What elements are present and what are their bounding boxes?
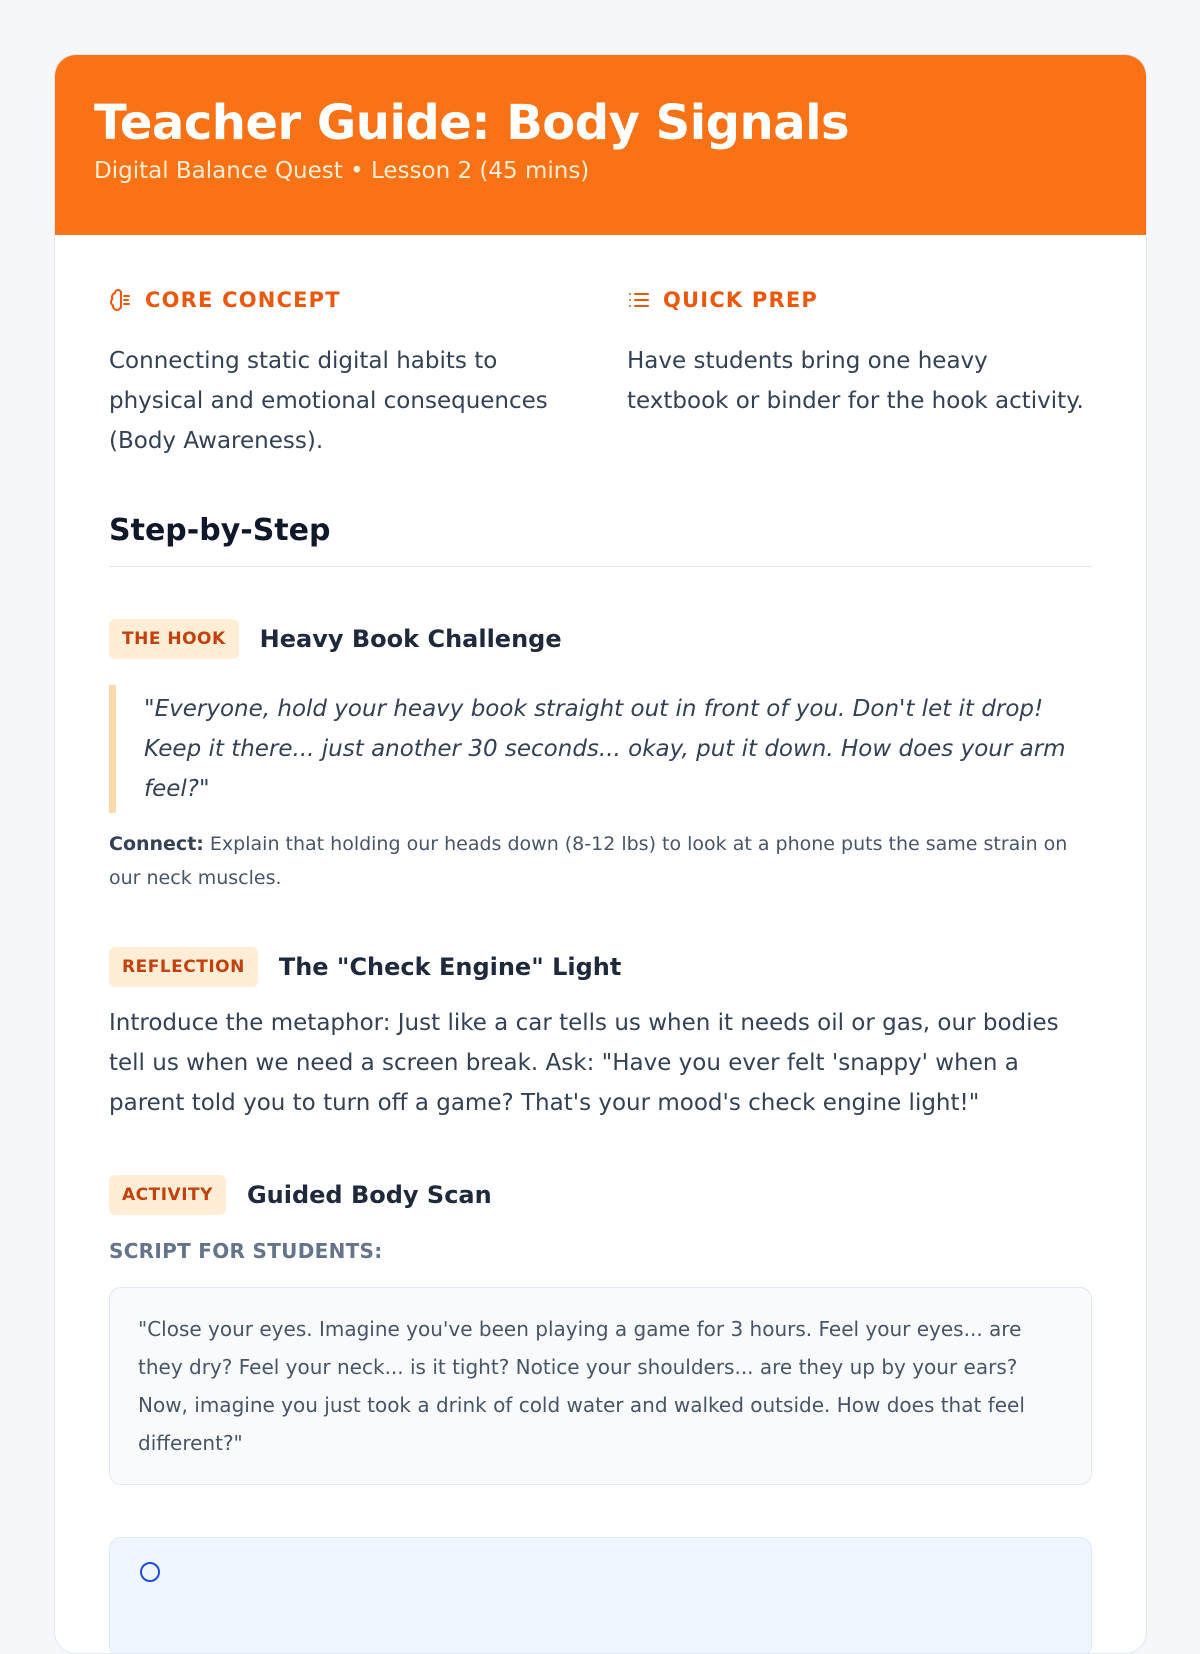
core-concept-label: CORE CONCEPT — [145, 288, 341, 312]
guide-header — [55, 55, 1146, 235]
step-badge: THE HOOK — [109, 619, 239, 659]
step-activity — [109, 1175, 1092, 1485]
script-label: SCRIPT FOR STUDENTS: — [109, 1239, 383, 1263]
guide-body — [55, 235, 1146, 1654]
quick-prep-section — [627, 285, 1089, 461]
step-title: Heavy Book Challenge — [259, 625, 562, 653]
teacher-guide-card — [54, 54, 1147, 1654]
step-reflection-header — [109, 947, 1092, 987]
step-badge: REFLECTION — [109, 947, 258, 987]
info-callout-box — [109, 1537, 1092, 1654]
step-title: Guided Body Scan — [246, 1181, 492, 1209]
quick-prep-heading — [627, 285, 1089, 315]
step-activity-header — [109, 1175, 1092, 1215]
step-hook-header — [109, 619, 1092, 659]
brain-icon — [109, 288, 133, 312]
step-title: The "Check Engine" Light — [278, 953, 622, 981]
script-box: "Close your eyes. Imagine you've been playing a game for 3 hours. Feel your eyes... are they dry? Feel your neck... is it tight? Notice your shoulders... are they up by your ears? Now, imagine you just took a drink of cold water and walked outside. How does that feel different?" — [109, 1287, 1092, 1485]
quick-prep-label: QUICK PREP — [663, 288, 819, 312]
steps-heading: Step-by-Step — [109, 513, 1092, 567]
step-hook — [109, 619, 1092, 895]
hook-quote: "Everyone, hold your heavy book straight out in front of you. Don't let it drop! Keep it there... just another 30 seconds... okay, put it down. How does your arm feel?" — [109, 685, 1092, 813]
callout-icon — [138, 1560, 162, 1590]
connect-text: Explain that holding our heads down (8-12 lbs) to look at a phone puts the same strain on our neck muscles. — [109, 833, 1068, 889]
info-grid — [109, 285, 1092, 461]
connect-label: Connect: — [109, 833, 204, 855]
quick-prep-text: Have students bring one heavy textbook or binder for the hook activity. — [627, 348, 1084, 414]
list-icon — [627, 288, 651, 312]
hook-connect-note — [109, 827, 1092, 895]
step-badge: ACTIVITY — [109, 1175, 226, 1215]
core-concept-text: Connecting static digital habits to physical and emotional consequences (Body Awareness). — [109, 348, 548, 454]
page-title: Teacher Guide: Body Signals — [94, 95, 850, 151]
step-reflection — [109, 947, 1092, 1123]
reflection-text: Introduce the metaphor: Just like a car tells us when it needs oil or gas, our bodies tell us when we need a screen break. Ask: "Have you ever felt 'snappy' when a parent told you to turn off a game? That's your mood's check engine light!" — [109, 1010, 1059, 1116]
page-subtitle: Digital Balance Quest • Lesson 2 (45 mins) — [94, 158, 590, 184]
core-concept-heading — [109, 285, 571, 315]
core-concept-section — [109, 285, 571, 461]
